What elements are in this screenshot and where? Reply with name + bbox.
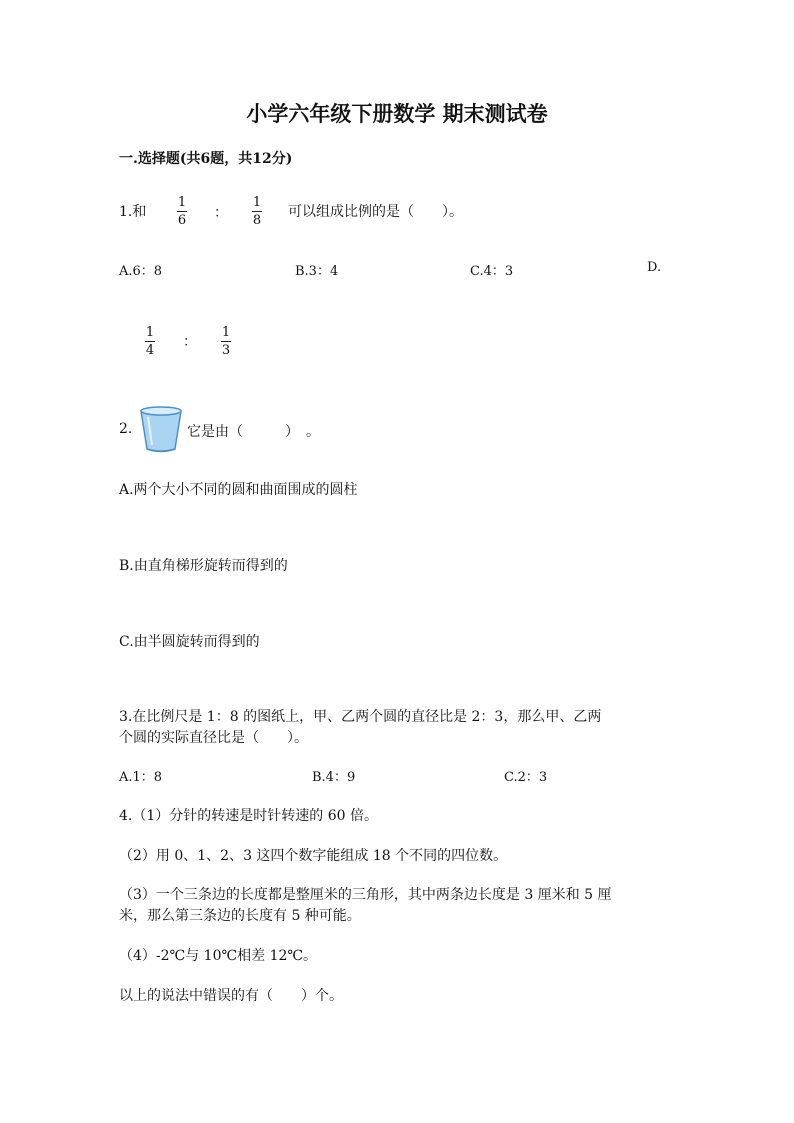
fraction-numerator: 1 xyxy=(252,195,262,210)
fraction-bar xyxy=(177,211,187,212)
section-heading: 一.选择题(共6题，共12分) xyxy=(119,151,293,167)
page-title: 小学六年级下册数学 期末测试卷 xyxy=(246,101,548,126)
fraction-denominator: 6 xyxy=(177,213,187,228)
fraction-numerator: 1 xyxy=(221,325,231,340)
fraction-numerator: 1 xyxy=(177,195,187,210)
q2-prefix: 2. xyxy=(119,421,133,437)
ratio-colon: ： xyxy=(214,205,228,221)
cup-icon xyxy=(138,405,184,455)
q4-statement-4: （4）-2℃与 10℃相差 12℃。 xyxy=(119,948,318,964)
q1-option-a: A.6：8 xyxy=(119,264,163,279)
fraction-numerator: 1 xyxy=(145,325,155,340)
fraction-one-quarter xyxy=(142,325,158,358)
q4-statement-2: （2）用 0、1、2、3 这四个数字能组成 18 个不同的四位数。 xyxy=(119,848,508,864)
q1-option-b: B.3：4 xyxy=(295,264,339,279)
q2-option-a: A.两个大小不同的圆和曲面围成的圆柱 xyxy=(119,482,358,498)
q3-line-1: 3.在比例尺是 1：8 的图纸上，甲、乙两个圆的直径比是 2：3，那么甲、乙两 xyxy=(119,709,602,725)
q2-option-c: C.由半圆旋转而得到的 xyxy=(119,634,260,650)
q4-statement-3-line-2: 米，那么第三条边的长度有 5 种可能。 xyxy=(119,908,361,924)
fraction-one-third xyxy=(218,325,234,358)
q3-option-a: A.1：8 xyxy=(119,770,163,785)
q3-option-b: B.4：9 xyxy=(312,770,356,785)
q4-statement-1: 4.（1）分针的转速是时针转速的 60 倍。 xyxy=(119,808,378,824)
q2-suffix: 它是由（ ） 。 xyxy=(187,424,320,440)
q2-option-b: B.由直角梯形旋转而得到的 xyxy=(119,558,288,574)
q3-option-c: C.2：3 xyxy=(504,770,548,785)
ratio-colon: ： xyxy=(183,334,197,350)
fraction-denominator: 8 xyxy=(252,213,262,228)
fraction-one-eighth xyxy=(249,195,265,228)
q1-prefix: 1.和 xyxy=(119,204,147,220)
q1-option-d: D. xyxy=(647,260,662,275)
fraction-bar xyxy=(252,211,262,212)
q1-option-c: C.4：3 xyxy=(470,264,514,279)
fraction-bar xyxy=(145,341,155,342)
fraction-bar xyxy=(221,341,231,342)
q4-statement-3-line-1: （3）一个三条边的长度都是整厘米的三角形，其中两条边长度是 3 厘米和 5 厘 xyxy=(119,887,612,903)
q1-suffix: 可以组成比例的是（ ）。 xyxy=(288,204,463,220)
fraction-one-sixth xyxy=(174,195,190,228)
q4-ending: 以上的说法中错误的有（ ）个。 xyxy=(119,988,343,1004)
fraction-denominator: 4 xyxy=(145,343,155,358)
q3-line-2: 个圆的实际直径比是（ ）。 xyxy=(119,730,308,746)
fraction-denominator: 3 xyxy=(221,343,231,358)
